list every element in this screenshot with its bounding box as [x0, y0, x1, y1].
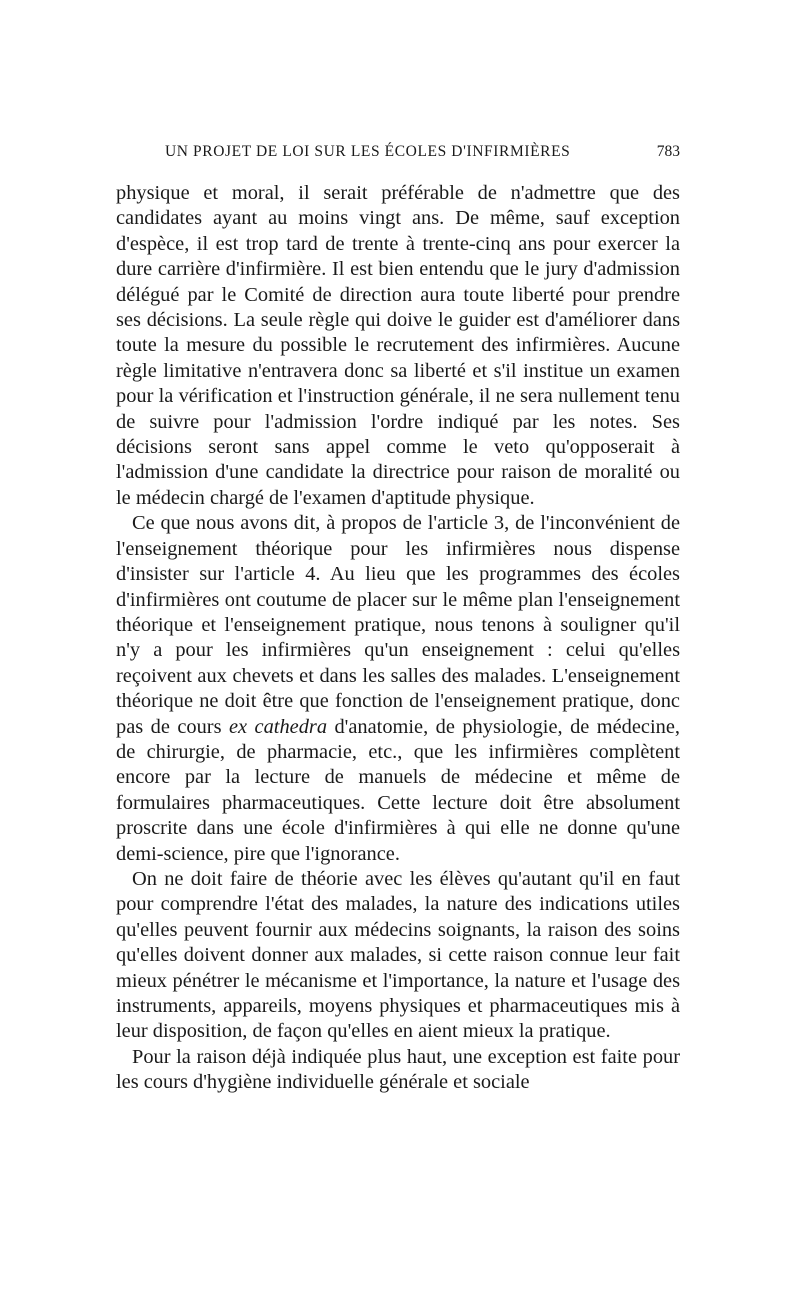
body-text — [116, 181, 680, 1096]
italic-phrase: ex cathedra — [228, 715, 328, 738]
paragraph-text-continued: d'anatomie, de physiologie, de médecine, de chirurgie, de pharmacie, etc., que les infirmières complètent encore par la lecture de manuels de médecine et même de formulaires pharmaceutiques. Cette lecture doit être absolument proscrite dans une école d'infirmières à qui elle ne donne qu'une demi-science, pire que l'ignorance. — [116, 715, 680, 865]
paragraph-text: physique et moral, il serait préférable de n'admettre que des candidates ayant au moins vingt ans. De même, sauf exception d'espèce, il est trop tard de trente à trente-cinq ans pour exercer la dure carrière d'infirmière. Il est bien entendu que le jury d'admission délégué par le Comité de direction aura toute liberté pour prendre ses décisions. La seule règle qui doive le guider est d'améliorer dans toute la mesure du possible le recrutement des infirmières. Aucune règle limitative n'entravera donc sa liberté et s'il institue un examen pour la vérification et l'instruction générale, il ne sera nullement tenu de suivre pour l'admission l'ordre indiqué par les notes. Ses décisions seront sans appel comme le veto qu'opposerait à l'admission d'une candidate la directrice pour raison de moralité ou le médecin chargé de l'examen d'aptitude physique. — [116, 182, 680, 509]
paragraph-aptitude — [116, 181, 680, 511]
running-title: UN PROJET DE LOI SUR LES ÉCOLES D'INFIRMIÈRES — [165, 143, 571, 160]
paragraph-theory — [116, 867, 680, 1045]
paragraph-hygiene — [116, 1045, 680, 1096]
paragraph-text: Pour la raison déjà indiquée plus haut, une exception est faite pour les cours d'hygiène individuelle générale et sociale — [116, 1045, 680, 1094]
paragraph-text: Ce que nous avons dit, à propos de l'article 3, de l'inconvénient de l'enseignement théorique pour les infirmières nous dispense d'insister sur l'article 4. Au lieu que les programmes des écoles d'infirmières ont coutume de placer sur le même plan l'enseignement théorique et l'enseignement pratique, nous tenons à souligner qu'il n'y a pour les infirmières qu'un enseignement : celui qu'elles reçoivent aux chevets et dans les salles des malades. L'enseignement théorique ne doit être que fonction de l'enseignement pratique, donc pas de cours — [116, 512, 680, 738]
paragraph-article-4 — [116, 511, 680, 867]
page-number: 783 — [656, 143, 680, 160]
paragraph-text: On ne doit faire de théorie avec les élèves qu'autant qu'il en faut pour comprendre l'état des malades, la nature des indications utiles qu'elles peuvent fournir aux médecins soignants, la raison des soins qu'elles doivent donner aux malades, si cette raison connue leur fait mieux pénétrer le mécanisme et l'importance, la nature et l'usage des instruments, appareils, moyens physiques et pharmaceutiques mis à leur disposition, de façon qu'elles en aient mieux la pratique. — [116, 867, 680, 1043]
running-header — [115, 143, 680, 169]
